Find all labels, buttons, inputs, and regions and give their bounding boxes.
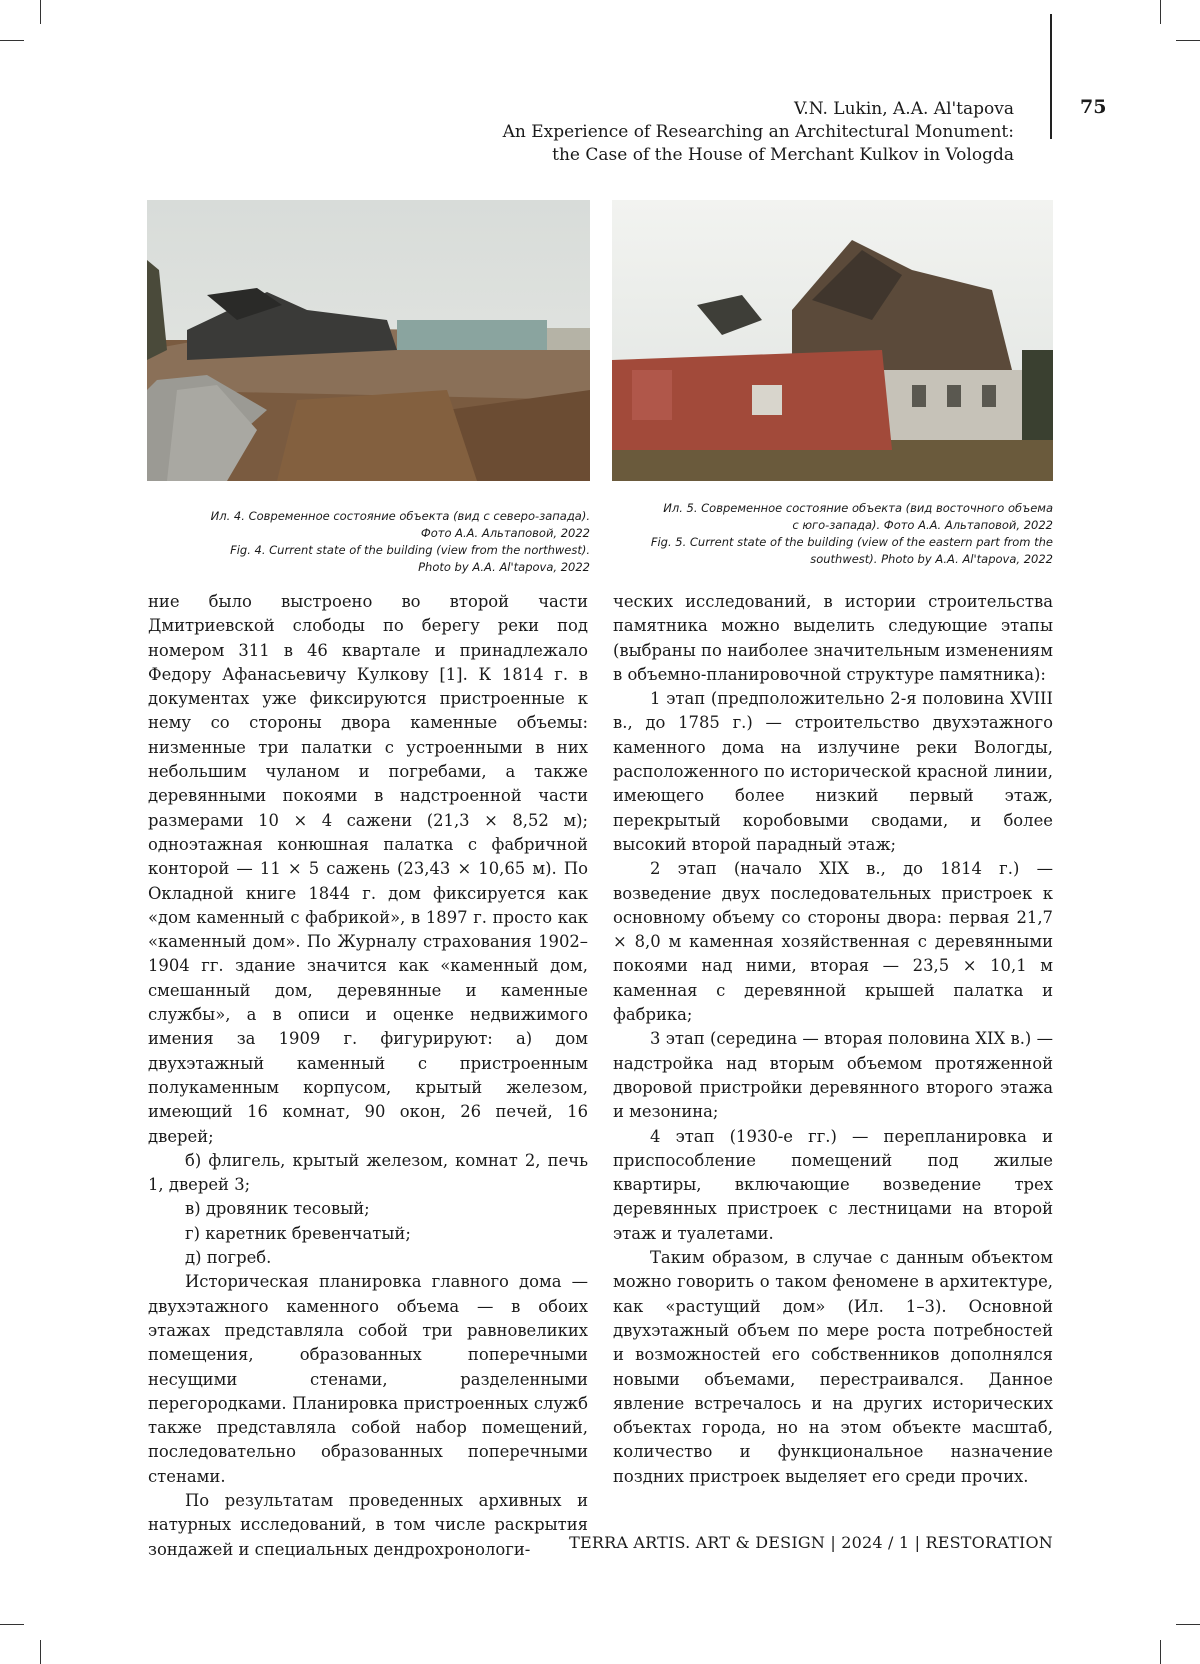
header-divider bbox=[1050, 14, 1052, 139]
caption-line: Photo by A.A. Al'tapova, 2022 bbox=[150, 559, 590, 576]
caption-line: с юго-запада). Фото А.А. Альтаповой, 2022 bbox=[612, 517, 1053, 534]
figure-4-photo bbox=[147, 200, 590, 481]
paragraph: По результатам проведенных архивных и натурных исследований, в том числе раскрытия зондажей и специальных дендрохронологи- bbox=[148, 1489, 588, 1562]
crop-mark bbox=[40, 0, 41, 24]
paragraph: 2 этап (начало XIX в., до 1814 г.) — возведение двух последовательных пристроек к основному объему со стороны двора: первая 21,7 × 8,0 м каменная хозяйственная с деревянными покоями над ними, вторая — 23,5 × 10,1 м каменная с деревянной крышей палатка и фабрика; bbox=[613, 857, 1053, 1027]
footer-separator: | bbox=[830, 1533, 836, 1552]
footer-issue: 2024 / 1 bbox=[841, 1533, 909, 1552]
paragraph: в) дровяник тесовый; bbox=[148, 1197, 588, 1221]
figure-4-caption bbox=[150, 508, 590, 576]
caption-line: Ил. 5. Современное состояние объекта (вид восточного объема bbox=[612, 500, 1053, 517]
crop-mark bbox=[1160, 1640, 1161, 1664]
running-header bbox=[454, 98, 1014, 167]
header-title-line-2: the Case of the House of Merchant Kulkov in Vologda bbox=[454, 144, 1014, 167]
page-number: 75 bbox=[1080, 96, 1106, 118]
caption-line: southwest). Photo by A.A. Al'tapova, 2022 bbox=[612, 551, 1053, 568]
paragraph: Историческая планировка главного дома — двухэтажного каменного объема — в обоих этажах представляла собой три равновеликих помещения, образованных поперечными несущими стенами, разделенными перегородками. Планировка пристроенных служб также представляла собой набор помещений, последовательно образованных поперечными стенами. bbox=[148, 1270, 588, 1489]
header-title-line-1: An Experience of Researching an Architectural Monument: bbox=[454, 121, 1014, 144]
right-column bbox=[613, 590, 1053, 1489]
crop-mark bbox=[1160, 0, 1161, 24]
paragraph: Таким образом, в случае с данным объектом можно говорить о таком феномене в архитектуре, как «растущий дом» (Ил. 1–3). Основной двухэтажный объем по мере роста потребностей и возможностей его собственников дополнялся новыми объемами, перестраивался. Данное явление встречалось и на других исторических объектах города, но на этом объекте масштаб, количество и функциональное назначение поздних пристроек выделяет его среди прочих. bbox=[613, 1246, 1053, 1489]
running-footer bbox=[569, 1533, 1053, 1552]
crop-mark bbox=[0, 1624, 24, 1625]
footer-journal: TERRA ARTIS. ART & DESIGN bbox=[569, 1533, 825, 1552]
crop-mark bbox=[40, 1640, 41, 1664]
paragraph: 3 этап (середина — вторая половина XIX в.) — надстройка над вторым объемом протяженной дворовой пристройки деревянного второго этажа и мезонина; bbox=[613, 1027, 1053, 1124]
footer-section: RESTORATION bbox=[925, 1533, 1053, 1552]
caption-line: Фото А.А. Альтаповой, 2022 bbox=[150, 525, 590, 542]
caption-line: Ил. 4. Современное состояние объекта (вид с северо-запада). bbox=[150, 508, 590, 525]
caption-line: Fig. 4. Current state of the building (view from the northwest). bbox=[150, 542, 590, 559]
paragraph: ние было выстроено во второй части Дмитриевской слободы по берегу реки под номером 311 в 46 квартале и принадлежало Федору Афанасьевичу Кулкову [1]. К 1814 г. в документах уже фиксируются пристроенные к нему со стороны двора каменные объемы: низменные три палатки с устроенными в них небольшим чуланом и погребами, а также деревянными покоями в надстроенной части размерами 10 × 4 сажени (21,3 × 8,52 м); одноэтажная конюшная палатка с фабричной конторой — 11 × 5 сажень (23,43 × 10,65 м). По Окладной книге 1844 г. дом фиксируется как «дом каменный с фабрикой», в 1897 г. просто как «каменный дом». По Журналу страхования 1902–1904 гг. здание значится как «каменный дом, смешанный дом, деревянные и каменные службы», а в описи и оценке недвижимого имения за 1909 г. фигурируют: а) дом двухэтажный каменный с пристроенным полукаменным корпусом, крытый железом, имеющий 16 комнат, 90 окон, 26 печей, 16 дверей; bbox=[148, 590, 588, 1149]
crop-mark bbox=[1176, 1624, 1200, 1625]
crop-mark bbox=[0, 40, 24, 41]
figure-5-photo bbox=[612, 200, 1053, 481]
header-authors: V.N. Lukin, A.A. Al'tapova bbox=[454, 98, 1014, 121]
paragraph: б) флигель, крытый железом, комнат 2, печь 1, дверей 3; bbox=[148, 1149, 588, 1198]
crop-mark bbox=[1176, 40, 1200, 41]
paragraph: ческих исследований, в истории строительства памятника можно выделить следующие этапы (выбраны по наиболее значительным изменениям в объемно-планировочной структуре памятника): bbox=[613, 590, 1053, 687]
paragraph: 4 этап (1930-е гг.) — перепланировка и приспособление помещений под жилые квартиры, включающие возведение трех деревянных пристроек с лестницами на второй этаж и туалетами. bbox=[613, 1125, 1053, 1246]
paragraph: г) каретник бревенчатый; bbox=[148, 1222, 588, 1246]
paragraph: д) погреб. bbox=[148, 1246, 588, 1270]
caption-line: Fig. 5. Current state of the building (view of the eastern part from the bbox=[612, 534, 1053, 551]
figure-5-caption bbox=[612, 500, 1053, 568]
left-column bbox=[148, 590, 588, 1562]
footer-separator: | bbox=[915, 1533, 921, 1552]
paragraph: 1 этап (предположительно 2-я половина XVIII в., до 1785 г.) — строительство двухэтажного каменного дома на излучине реки Вологды, расположенного по исторической красной линии, имеющего более низкий первый этаж, перекрытый коробовыми сводами, и более высокий второй парадный этаж; bbox=[613, 687, 1053, 857]
